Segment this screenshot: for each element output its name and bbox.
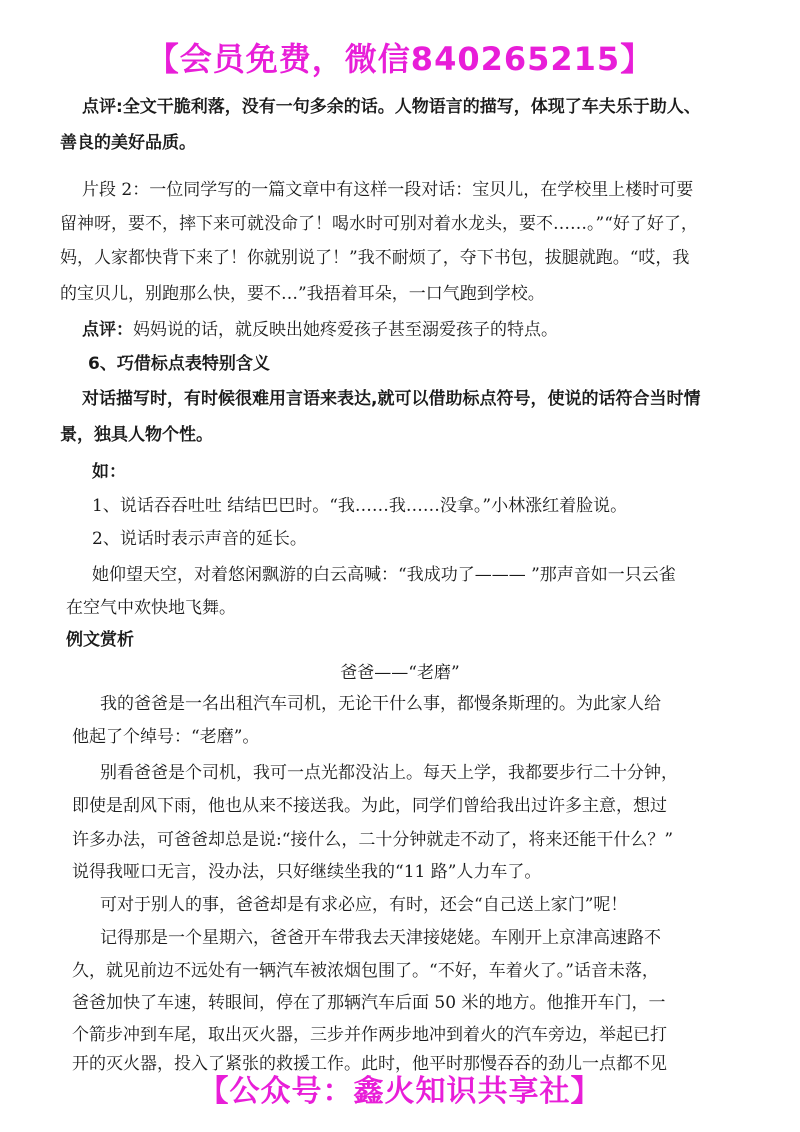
fragment2-line1: 片段 2：一位同学写的一篇文章中有这样一段对话：宝贝儿，在学校里上楼时可要 bbox=[82, 180, 694, 200]
essay-line: 他起了个绰号：“老磨”。 bbox=[72, 727, 260, 747]
section6-example2-line2: 在空气中欢快地飞舞。 bbox=[66, 598, 236, 618]
essay-title: 爸爸——“老磨” bbox=[340, 663, 460, 683]
comment2-label: 点评： bbox=[82, 320, 133, 340]
comment1-text1: 全文干脆利落，没有一句多余的话。人物语言的描写，体现了车夫乐于助人、 bbox=[122, 97, 701, 117]
essay-line: 个箭步冲到车尾，取出灭火器，三步并作两步地冲到着火的汽车旁边，举起已打 bbox=[72, 1025, 667, 1045]
essay-line: 久，就见前边不远处有一辆汽车被浓烟包围了。“不好，车着火了。”话音未落， bbox=[72, 961, 659, 981]
example-label: 如： bbox=[92, 462, 126, 482]
fragment2-line3: 妈，人家都快背下来了！你就别说了！”我不耐烦了，夺下书包，拔腿就跑。“哎，我 bbox=[60, 248, 690, 268]
essay-line: 即使是刮风下雨，他也从来不接送我。为此，同学们曾给我出过许多主意，想过 bbox=[72, 796, 667, 816]
fragment2-line4: 的宝贝儿，别跑那么快，要不…”我捂着耳朵，一口气跑到学校。 bbox=[60, 284, 545, 304]
comment2-text: 妈妈说的话，就反映出她疼爱孩子甚至溺爱孩子的特点。 bbox=[133, 320, 558, 340]
essay-line: 开的灭火器，投入了紧张的救援工作。此时，他平时那慢吞吞的劲儿一点都不见 bbox=[72, 1054, 667, 1074]
essay-line: 记得那是一个星期六，爸爸开车带我去天津接姥姥。车刚开上京津高速路不 bbox=[100, 928, 661, 948]
comment1-line2: 善良的美好品质。 bbox=[60, 133, 196, 153]
essay-line: 别看爸爸是个司机，我可一点光都没沾上。每天上学，我都要步行二十分钟， bbox=[100, 763, 678, 783]
essay-line: 许多办法，可爸爸却总是说:“接什么，二十分钟就走不动了，将来还能干什么？” bbox=[72, 830, 674, 850]
section6-p1-line2: 景，独具人物个性。 bbox=[60, 425, 213, 445]
section6-p1-line1: 对话描写时，有时候很难用言语来表达,就可以借助标点符号，使说的话符合当时情 bbox=[82, 389, 701, 409]
essay-line: 我的爸爸是一名出租汽车司机，无论干什么事，都慢条斯理的。为此家人给 bbox=[100, 694, 661, 714]
comment1-line1 bbox=[82, 95, 772, 119]
essay-line: 可对于别人的事，爸爸却是有求必应，有时，还会“自己送上家门”呢！ bbox=[100, 895, 628, 915]
section6-heading: 6、巧借标点表特别含义 bbox=[88, 354, 270, 374]
appreciation-heading: 例文赏析 bbox=[66, 630, 134, 650]
watermark-banner-bottom: 【公众号：鑫火知识共享社】 bbox=[198, 1074, 602, 1109]
fragment2-line2: 留神呀，要不，摔下来可就没命了！喝水时可别对着水龙头，要不……。”“好了好了， bbox=[60, 214, 698, 234]
watermark-banner-top: 【会员免费，微信840265215】 bbox=[146, 40, 654, 78]
section6-item1: 1、说话吞吞吐吐 结结巴巴时。“我……我……没拿。”小林涨红着脸说。 bbox=[92, 496, 628, 516]
comment1-label: 点评: bbox=[82, 97, 123, 117]
section6-example2-line1: 她仰望天空，对着悠闲飘游的白云高喊：“我成功了——— ”那声音如一只云雀 bbox=[92, 565, 676, 585]
essay-line: 说得我哑口无言，没办法，只好继续坐我的“11 路”人力车了。 bbox=[72, 862, 542, 882]
comment2-line bbox=[82, 318, 772, 342]
section6-item2: 2、说话时表示声音的延长。 bbox=[92, 529, 307, 549]
essay-line: 爸爸加快了车速，转眼间，停在了那辆汽车后面 50 米的地方。他推开车门，一 bbox=[72, 993, 666, 1013]
